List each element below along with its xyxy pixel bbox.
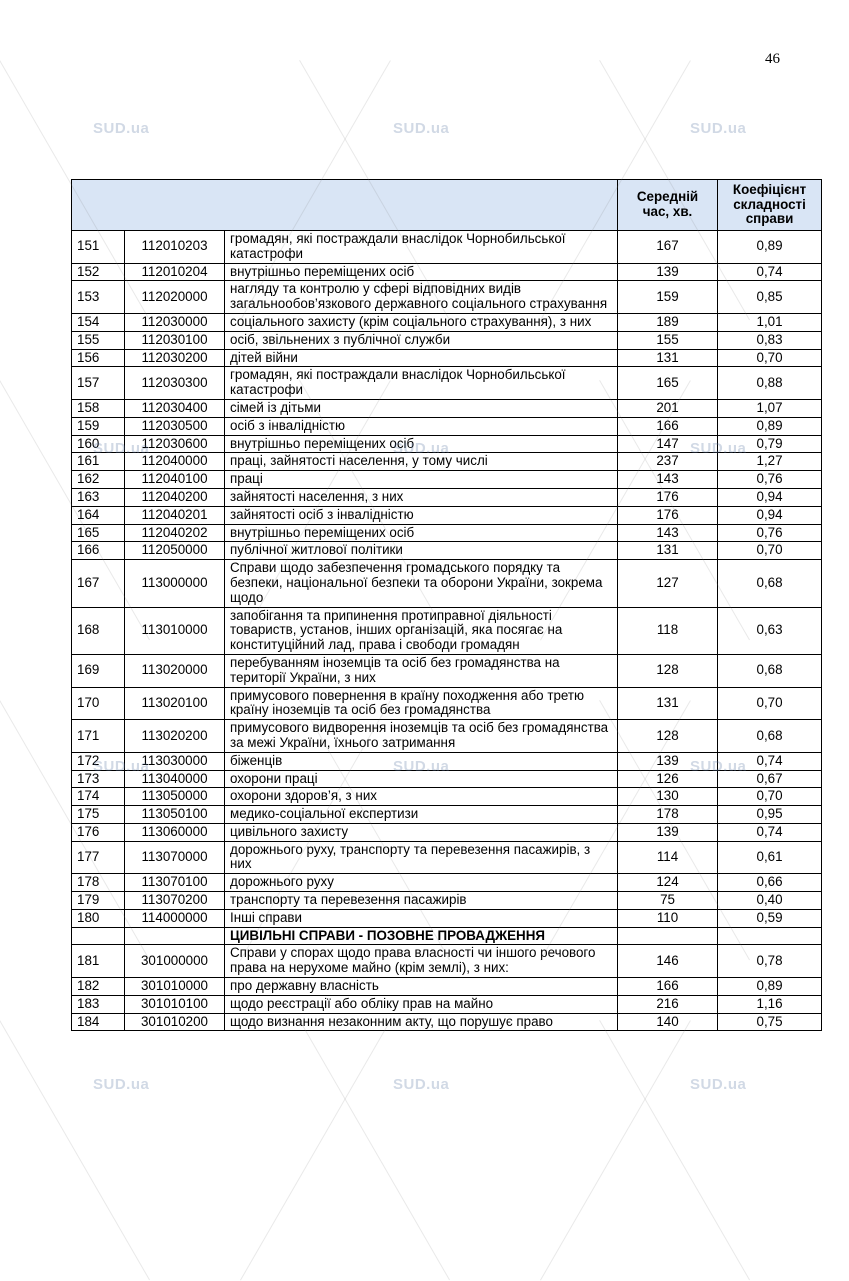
row-avg-time: 128 <box>618 720 718 753</box>
row-number: 155 <box>72 331 125 349</box>
table-row <box>72 909 822 927</box>
row-number: 156 <box>72 349 125 367</box>
row-avg-time: 159 <box>618 281 718 314</box>
row-number: 184 <box>72 1013 125 1031</box>
row-number: 159 <box>72 417 125 435</box>
row-number: 151 <box>72 231 125 264</box>
row-code: 114000000 <box>125 909 225 927</box>
watermark-stroke <box>599 1020 750 1280</box>
watermark-text: SUD.ua <box>690 120 747 137</box>
row-number: 180 <box>72 909 125 927</box>
row-number: 158 <box>72 399 125 417</box>
row-avg-time: 178 <box>618 806 718 824</box>
watermark-text: SUD.ua <box>93 120 150 137</box>
row-name: дорожнього руху <box>225 874 618 892</box>
table-row <box>72 687 822 720</box>
row-avg-time: 114 <box>618 841 718 874</box>
row-name: медико-соціальної експертизи <box>225 806 618 824</box>
row-coefficient: 0,76 <box>718 471 822 489</box>
row-number: 164 <box>72 506 125 524</box>
table-row <box>72 720 822 753</box>
row-number: 157 <box>72 367 125 400</box>
table-row <box>72 488 822 506</box>
row-coefficient: 0,70 <box>718 687 822 720</box>
section-row <box>72 927 822 945</box>
table-row <box>72 995 822 1013</box>
row-number: 163 <box>72 488 125 506</box>
table-row <box>72 841 822 874</box>
row-number: 165 <box>72 524 125 542</box>
row-avg-time: 128 <box>618 654 718 687</box>
row-code: 112010204 <box>125 263 225 281</box>
row-name: охорони здоров’я, з них <box>225 788 618 806</box>
row-number: 152 <box>72 263 125 281</box>
row-avg-time: 237 <box>618 453 718 471</box>
row-number: 162 <box>72 471 125 489</box>
table-row <box>72 874 822 892</box>
table-row <box>72 417 822 435</box>
row-coefficient: 0,67 <box>718 770 822 788</box>
row-number: 171 <box>72 720 125 753</box>
row-name: праці, зайнятості населення, у тому числі <box>225 453 618 471</box>
row-avg-time: 75 <box>618 892 718 910</box>
row-name: осіб з інвалідністю <box>225 417 618 435</box>
row-avg-time: 166 <box>618 417 718 435</box>
row-coefficient: 1,27 <box>718 453 822 471</box>
row-coefficient <box>718 927 822 945</box>
row-coefficient: 0,88 <box>718 367 822 400</box>
row-number: 177 <box>72 841 125 874</box>
table-row <box>72 788 822 806</box>
row-code: 112030400 <box>125 399 225 417</box>
row-code: 113040000 <box>125 770 225 788</box>
row-number: 167 <box>72 560 125 607</box>
table-row <box>72 892 822 910</box>
watermark-text: SUD.ua <box>690 1076 747 1093</box>
row-code: 113070100 <box>125 874 225 892</box>
watermark-text: SUD.ua <box>93 440 150 457</box>
row-name: зайнятості осіб з інвалідністю <box>225 506 618 524</box>
row-number: 154 <box>72 313 125 331</box>
row-name: праці <box>225 471 618 489</box>
header-coefficient: Коефіцієнт складності справи <box>718 180 822 231</box>
watermark-stroke <box>299 1020 450 1280</box>
row-code: 113020200 <box>125 720 225 753</box>
row-avg-time: 155 <box>618 331 718 349</box>
row-number: 183 <box>72 995 125 1013</box>
row-coefficient: 0,89 <box>718 978 822 996</box>
row-name: Інші справи <box>225 909 618 927</box>
row-coefficient: 0,83 <box>718 331 822 349</box>
row-code: 113050100 <box>125 806 225 824</box>
watermark-stroke <box>0 1020 150 1280</box>
row-name: внутрішньо переміщених осіб <box>225 435 618 453</box>
row-avg-time: 147 <box>618 435 718 453</box>
row-code: 112030600 <box>125 435 225 453</box>
table-row <box>72 399 822 417</box>
row-code: 112030500 <box>125 417 225 435</box>
row-avg-time: 189 <box>618 313 718 331</box>
header-blank-cell <box>72 180 618 231</box>
row-avg-time: 201 <box>618 399 718 417</box>
row-name: публічної житлової політики <box>225 542 618 560</box>
row-avg-time: 165 <box>618 367 718 400</box>
watermark-text: SUD.ua <box>93 1076 150 1093</box>
row-number: 178 <box>72 874 125 892</box>
row-code: 112030100 <box>125 331 225 349</box>
row-avg-time: 216 <box>618 995 718 1013</box>
row-name: дітей війни <box>225 349 618 367</box>
row-code: 113070000 <box>125 841 225 874</box>
row-avg-time: 176 <box>618 506 718 524</box>
table-row <box>72 506 822 524</box>
table-row <box>72 281 822 314</box>
row-number: 168 <box>72 607 125 654</box>
row-code: 112050000 <box>125 542 225 560</box>
row-avg-time <box>618 927 718 945</box>
row-number: 166 <box>72 542 125 560</box>
row-code: 112010203 <box>125 231 225 264</box>
row-number: 172 <box>72 752 125 770</box>
row-code: 112020000 <box>125 281 225 314</box>
row-avg-time: 167 <box>618 231 718 264</box>
watermark-stroke <box>240 1020 391 1280</box>
row-number: 174 <box>72 788 125 806</box>
row-number: 175 <box>72 806 125 824</box>
table-row <box>72 524 822 542</box>
coefficient-table <box>71 179 822 1031</box>
row-code: 112030000 <box>125 313 225 331</box>
watermark-text: SUD.ua <box>690 758 747 775</box>
row-number: 181 <box>72 945 125 978</box>
table-row <box>72 560 822 607</box>
row-number: 170 <box>72 687 125 720</box>
table-row <box>72 542 822 560</box>
table-row <box>72 331 822 349</box>
row-code: 112040000 <box>125 453 225 471</box>
row-avg-time: 124 <box>618 874 718 892</box>
row-name: Справи у спорах щодо права власності чи іншого речового права на нерухоме майно (крім землі), з них: <box>225 945 618 978</box>
table-row <box>72 231 822 264</box>
row-code: 112040200 <box>125 488 225 506</box>
row-code: 112040201 <box>125 506 225 524</box>
row-code: 113000000 <box>125 560 225 607</box>
row-avg-time: 126 <box>618 770 718 788</box>
row-coefficient: 0,61 <box>718 841 822 874</box>
table-row <box>72 945 822 978</box>
row-name: біженців <box>225 752 618 770</box>
table-row <box>72 367 822 400</box>
watermark-stroke <box>540 1020 691 1280</box>
row-avg-time: 143 <box>618 471 718 489</box>
row-code: 113030000 <box>125 752 225 770</box>
row-coefficient: 0,70 <box>718 542 822 560</box>
row-name: транспорту та перевезення пасажирів <box>225 892 618 910</box>
watermark-text: SUD.ua <box>393 440 450 457</box>
watermark-text: SUD.ua <box>393 758 450 775</box>
row-avg-time: 110 <box>618 909 718 927</box>
table-header-row <box>72 180 822 231</box>
table-row <box>72 313 822 331</box>
row-coefficient: 0,76 <box>718 524 822 542</box>
row-avg-time: 176 <box>618 488 718 506</box>
row-coefficient: 0,89 <box>718 417 822 435</box>
table-row <box>72 435 822 453</box>
watermark-text: SUD.ua <box>690 440 747 457</box>
row-code: 112040100 <box>125 471 225 489</box>
row-name: зайнятості населення, з них <box>225 488 618 506</box>
row-number: 173 <box>72 770 125 788</box>
row-coefficient: 0,63 <box>718 607 822 654</box>
row-coefficient: 0,70 <box>718 788 822 806</box>
row-name: ЦИВІЛЬНІ СПРАВИ - ПОЗОВНЕ ПРОВАДЖЕННЯ <box>225 927 618 945</box>
row-name: громадян, які постраждали внаслідок Чорнобильської катастрофи <box>225 231 618 264</box>
table-row <box>72 752 822 770</box>
table-row <box>72 471 822 489</box>
table-row <box>72 1013 822 1031</box>
row-code: 113020100 <box>125 687 225 720</box>
row-coefficient: 1,16 <box>718 995 822 1013</box>
watermark-text: SUD.ua <box>93 758 150 775</box>
row-avg-time: 139 <box>618 263 718 281</box>
row-avg-time: 146 <box>618 945 718 978</box>
row-avg-time: 139 <box>618 752 718 770</box>
row-code: 301010200 <box>125 1013 225 1031</box>
row-code: 301010100 <box>125 995 225 1013</box>
row-name: перебуванням іноземців та осіб без громадянства на території України, з них <box>225 654 618 687</box>
row-name: примусового видворення іноземців та осіб без громадянства за межі України, їхнього затримання <box>225 720 618 753</box>
row-code: 301000000 <box>125 945 225 978</box>
row-number: 160 <box>72 435 125 453</box>
row-name: Справи щодо забезпечення громадського порядку та безпеки, національної безпеки та оборони України, зокрема щодо <box>225 560 618 607</box>
row-coefficient: 0,75 <box>718 1013 822 1031</box>
row-avg-time: 140 <box>618 1013 718 1031</box>
table-row <box>72 453 822 471</box>
row-name: дорожнього руху, транспорту та перевезення пасажирів, з них <box>225 841 618 874</box>
row-name: соціального захисту (крім соціального страхування), з них <box>225 313 618 331</box>
row-coefficient: 0,74 <box>718 823 822 841</box>
row-number: 182 <box>72 978 125 996</box>
row-avg-time: 118 <box>618 607 718 654</box>
table-row <box>72 770 822 788</box>
row-code: 112030300 <box>125 367 225 400</box>
row-coefficient: 0,95 <box>718 806 822 824</box>
row-number <box>72 927 125 945</box>
header-avg-time: Середній час, хв. <box>618 180 718 231</box>
row-coefficient: 0,78 <box>718 945 822 978</box>
page-number: 46 <box>765 51 780 67</box>
row-name: сімей із дітьми <box>225 399 618 417</box>
row-coefficient: 0,79 <box>718 435 822 453</box>
row-coefficient: 0,68 <box>718 654 822 687</box>
row-code: 112040202 <box>125 524 225 542</box>
row-coefficient: 1,07 <box>718 399 822 417</box>
row-avg-time: 130 <box>618 788 718 806</box>
watermark-text: SUD.ua <box>393 120 450 137</box>
row-coefficient: 0,85 <box>718 281 822 314</box>
row-coefficient: 0,74 <box>718 263 822 281</box>
row-code <box>125 927 225 945</box>
row-number: 176 <box>72 823 125 841</box>
row-coefficient: 0,94 <box>718 506 822 524</box>
row-avg-time: 139 <box>618 823 718 841</box>
row-coefficient: 0,66 <box>718 874 822 892</box>
row-name: щодо визнання незаконним акту, що порушує право <box>225 1013 618 1031</box>
row-avg-time: 143 <box>618 524 718 542</box>
row-code: 113010000 <box>125 607 225 654</box>
row-coefficient: 0,68 <box>718 720 822 753</box>
row-avg-time: 131 <box>618 542 718 560</box>
row-coefficient: 0,59 <box>718 909 822 927</box>
row-coefficient: 0,70 <box>718 349 822 367</box>
row-avg-time: 127 <box>618 560 718 607</box>
table-row <box>72 607 822 654</box>
row-name: нагляду та контролю у сфері відповідних видів загальнообов’язкового державного соціального страхування <box>225 281 618 314</box>
row-name: осіб, звільнених з публічної служби <box>225 331 618 349</box>
row-code: 301010000 <box>125 978 225 996</box>
row-name: внутрішньо переміщених осіб <box>225 263 618 281</box>
row-number: 179 <box>72 892 125 910</box>
table-row <box>72 823 822 841</box>
row-coefficient: 0,74 <box>718 752 822 770</box>
row-avg-time: 131 <box>618 349 718 367</box>
row-coefficient: 0,89 <box>718 231 822 264</box>
row-code: 113070200 <box>125 892 225 910</box>
row-number: 169 <box>72 654 125 687</box>
row-avg-time: 131 <box>618 687 718 720</box>
table-row <box>72 263 822 281</box>
row-number: 153 <box>72 281 125 314</box>
row-coefficient: 1,01 <box>718 313 822 331</box>
row-code: 113050000 <box>125 788 225 806</box>
table-row <box>72 978 822 996</box>
table-row <box>72 654 822 687</box>
row-name: запобігання та припинення протиправної діяльності товариств, установ, інших організацій, яка посягає на конституційний лад, права і свободи громадян <box>225 607 618 654</box>
row-avg-time: 166 <box>618 978 718 996</box>
row-name: щодо реєстрації або обліку прав на майно <box>225 995 618 1013</box>
row-coefficient: 0,68 <box>718 560 822 607</box>
row-code: 113060000 <box>125 823 225 841</box>
watermark-text: SUD.ua <box>393 1076 450 1093</box>
table-row <box>72 806 822 824</box>
row-name: примусового повернення в країну походження або третю країну іноземців та осіб без громадянства <box>225 687 618 720</box>
row-code: 112030200 <box>125 349 225 367</box>
row-coefficient: 0,94 <box>718 488 822 506</box>
row-code: 113020000 <box>125 654 225 687</box>
row-number: 161 <box>72 453 125 471</box>
row-name: про державну власність <box>225 978 618 996</box>
row-name: охорони праці <box>225 770 618 788</box>
row-coefficient: 0,40 <box>718 892 822 910</box>
row-name: громадян, які постраждали внаслідок Чорнобильської катастрофи <box>225 367 618 400</box>
table-row <box>72 349 822 367</box>
row-name: внутрішньо переміщених осіб <box>225 524 618 542</box>
table-body <box>72 231 822 1031</box>
row-name: цивільного захисту <box>225 823 618 841</box>
